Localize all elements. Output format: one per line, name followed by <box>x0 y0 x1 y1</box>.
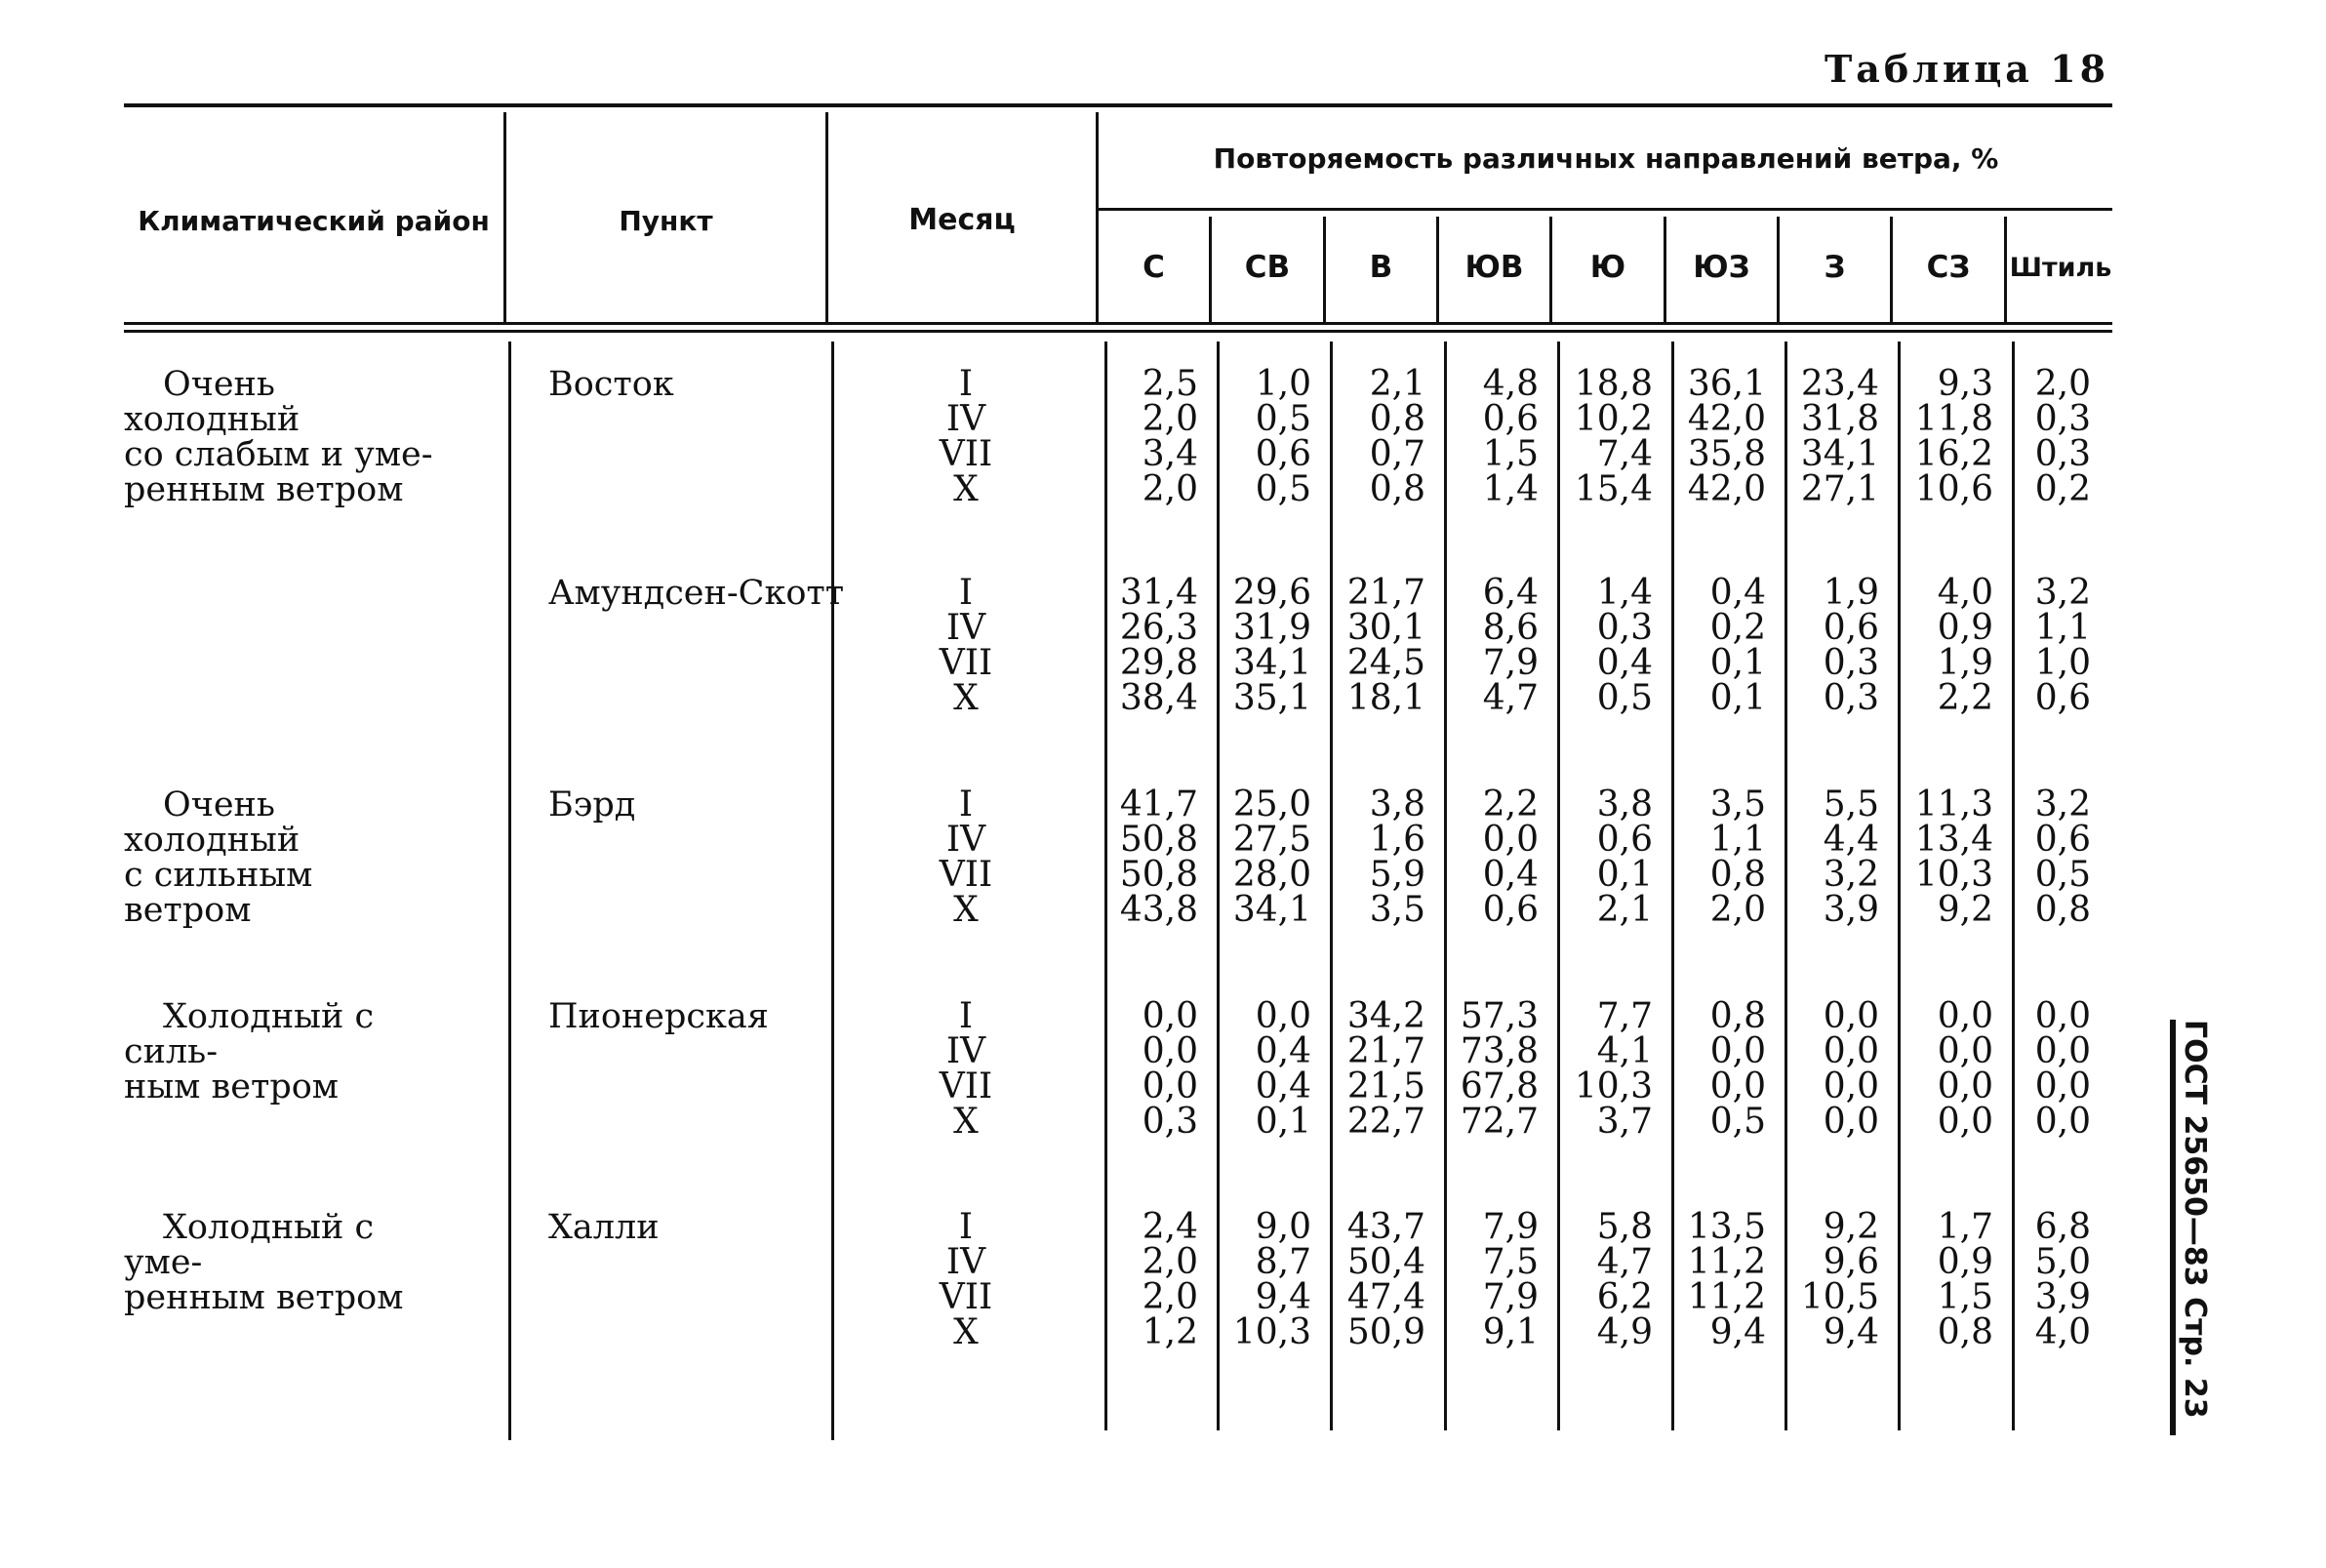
value: 0,0 <box>2034 1102 2091 1142</box>
value-cell-z <box>1791 364 1879 509</box>
value-cell-v <box>1338 573 1425 718</box>
month-label: I <box>958 364 974 404</box>
month-label: I <box>958 996 974 1036</box>
value: 41,7 <box>1119 784 1198 824</box>
value-cell-c <box>1110 573 1198 718</box>
value-cell-calm <box>2003 573 2091 718</box>
value-cell-c <box>1110 1207 1198 1352</box>
value: 0,8 <box>1937 1312 1993 1352</box>
region-cell <box>124 367 446 507</box>
value: 23,4 <box>1800 364 1879 404</box>
month-label: IV <box>945 1242 986 1282</box>
month-label: VII <box>939 1277 993 1317</box>
value-cell-yu <box>1565 784 1653 930</box>
value-cell-calm <box>2003 364 2091 509</box>
value: 0,3 <box>1596 608 1653 648</box>
value-cell-yuv <box>1451 784 1539 930</box>
value: 34,2 <box>1346 996 1425 1036</box>
value: 0,6 <box>1255 434 1311 474</box>
value: 29,8 <box>1119 643 1198 683</box>
value: 6,4 <box>1482 573 1539 613</box>
value: 16,2 <box>1914 434 1993 474</box>
value: 3,4 <box>1142 434 1198 474</box>
value: 3,9 <box>2034 1277 2091 1317</box>
value-cell-cv <box>1223 784 1311 930</box>
value: 1,2 <box>1142 1312 1198 1352</box>
table-caption: Таблица 18 <box>1825 47 2110 91</box>
value: 0,2 <box>1709 608 1766 648</box>
value: 5,0 <box>2034 1242 2091 1282</box>
vrule-body-yu <box>1671 342 1674 1430</box>
value: 2,2 <box>1482 784 1539 824</box>
value: 0,6 <box>2034 820 2091 860</box>
value: 10,6 <box>1914 469 1993 509</box>
month-label: VII <box>939 1066 993 1106</box>
region-line: Холодный с силь- <box>124 997 375 1071</box>
month-cell <box>868 996 1063 1142</box>
value: 0,5 <box>1709 1102 1766 1142</box>
col-header-yu: Ю <box>1589 250 1626 285</box>
value: 0,0 <box>1823 1031 1879 1071</box>
value: 0,1 <box>1709 643 1766 683</box>
value-cell-yuz <box>1678 573 1766 718</box>
value: 9,4 <box>1255 1277 1311 1317</box>
vrule-body-month <box>1104 342 1107 1430</box>
value: 7,4 <box>1596 434 1653 474</box>
value: 0,0 <box>1823 1066 1879 1106</box>
value-cell-v <box>1338 364 1425 509</box>
value: 0,5 <box>1255 399 1311 439</box>
point-cell: Бэрд <box>548 785 636 824</box>
value: 0,3 <box>1823 643 1879 683</box>
value: 50,8 <box>1119 855 1198 895</box>
value: 1,1 <box>1709 820 1766 860</box>
value: 9,4 <box>1823 1312 1879 1352</box>
region-cell <box>124 999 446 1105</box>
value: 25,0 <box>1232 784 1311 824</box>
value: 0,1 <box>1255 1102 1311 1142</box>
value: 43,8 <box>1119 890 1198 930</box>
value: 1,7 <box>1937 1207 1993 1247</box>
value: 9,2 <box>1937 890 1993 930</box>
value: 0,8 <box>1369 469 1425 509</box>
value: 2,0 <box>1142 1242 1198 1282</box>
top-rule <box>124 103 2112 107</box>
value: 35,1 <box>1232 678 1311 718</box>
value: 47,4 <box>1346 1277 1425 1317</box>
value: 4,1 <box>1596 1031 1653 1071</box>
value: 31,8 <box>1800 399 1879 439</box>
value: 0,0 <box>1142 996 1198 1036</box>
value: 0,0 <box>1255 996 1311 1036</box>
value: 0,0 <box>2034 1066 2091 1106</box>
value: 1,1 <box>2034 608 2091 648</box>
value: 0,6 <box>1482 399 1539 439</box>
value-cell-sz <box>1905 364 1993 509</box>
value: 1,5 <box>1482 434 1539 474</box>
value-cell-yu <box>1565 573 1653 718</box>
col-header-sz: СЗ <box>1926 250 1971 285</box>
region-line: Очень холодный <box>124 365 301 439</box>
value: 73,8 <box>1460 1031 1539 1071</box>
value: 4,0 <box>1937 573 1993 613</box>
value: 7,5 <box>1482 1242 1539 1282</box>
value: 2,4 <box>1142 1207 1198 1247</box>
region-line: со слабым и уме- <box>124 435 433 474</box>
value: 34,1 <box>1232 643 1311 683</box>
value: 1,6 <box>1369 820 1425 860</box>
value: 50,8 <box>1119 820 1198 860</box>
group-header-rule <box>1096 208 2112 211</box>
value: 3,8 <box>1369 784 1425 824</box>
value: 0,0 <box>1823 996 1879 1036</box>
value: 26,3 <box>1119 608 1198 648</box>
region-cell <box>124 787 446 928</box>
vrule-body-z <box>1898 342 1901 1430</box>
value: 10,3 <box>1574 1066 1653 1106</box>
value: 0,3 <box>1823 678 1879 718</box>
value: 4,9 <box>1596 1312 1653 1352</box>
value: 1,4 <box>1596 573 1653 613</box>
value-cell-z <box>1791 784 1879 930</box>
value: 24,5 <box>1346 643 1425 683</box>
month-label: IV <box>945 399 986 439</box>
value-cell-yu <box>1565 996 1653 1142</box>
value: 0,4 <box>1255 1066 1311 1106</box>
month-label: VII <box>939 434 993 474</box>
value: 9,1 <box>1482 1312 1539 1352</box>
value: 6,2 <box>1596 1277 1653 1317</box>
value: 0,1 <box>1709 678 1766 718</box>
header-month: Месяц <box>908 203 1016 237</box>
value-cell-yuz <box>1678 784 1766 930</box>
value: 72,7 <box>1460 1102 1539 1142</box>
value: 11,2 <box>1687 1242 1766 1282</box>
month-label: X <box>953 1312 979 1352</box>
point-cell: Пионерская <box>548 997 769 1036</box>
value: 11,2 <box>1687 1277 1766 1317</box>
value: 0,2 <box>2034 469 2091 509</box>
value: 1,9 <box>1937 643 1993 683</box>
value: 9,6 <box>1823 1242 1879 1282</box>
region-line: ренным ветром <box>124 1278 404 1317</box>
vrule-body-point <box>831 342 834 1440</box>
value: 0,9 <box>1937 608 1993 648</box>
value: 0,8 <box>1369 399 1425 439</box>
value: 5,9 <box>1369 855 1425 895</box>
value: 27,5 <box>1232 820 1311 860</box>
region-cell <box>124 1210 446 1315</box>
value: 0,1 <box>1596 855 1653 895</box>
side-label-bar <box>2170 1020 2176 1435</box>
value: 36,1 <box>1687 364 1766 404</box>
value: 3,7 <box>1596 1102 1653 1142</box>
value: 2,1 <box>1369 364 1425 404</box>
value: 0,5 <box>2034 855 2091 895</box>
value: 21,7 <box>1346 1031 1425 1071</box>
value: 34,1 <box>1232 890 1311 930</box>
value-cell-sz <box>1905 573 1993 718</box>
value: 43,7 <box>1346 1207 1425 1247</box>
value: 0,8 <box>1709 855 1766 895</box>
region-line: ренным ветром <box>124 470 404 509</box>
value: 1,0 <box>2034 643 2091 683</box>
month-label: X <box>953 678 979 718</box>
value: 28,0 <box>1232 855 1311 895</box>
value: 18,8 <box>1574 364 1653 404</box>
value-cell-yuz <box>1678 1207 1766 1352</box>
value: 3,8 <box>1596 784 1653 824</box>
value: 3,5 <box>1709 784 1766 824</box>
value-cell-calm <box>2003 996 2091 1142</box>
value-cell-calm <box>2003 1207 2091 1352</box>
value: 0,6 <box>1823 608 1879 648</box>
region-line: с сильным ветром <box>124 856 313 930</box>
value-cell-c <box>1110 996 1198 1142</box>
point-cell: Восток <box>548 365 674 404</box>
value-cell-cv <box>1223 364 1311 509</box>
vrule-body-c <box>1217 342 1220 1430</box>
value: 5,8 <box>1596 1207 1653 1247</box>
value: 0,0 <box>1142 1066 1198 1106</box>
value: 3,9 <box>1823 890 1879 930</box>
month-cell <box>868 1207 1063 1352</box>
header-wind-group: Повторяемость различных направлений ветра, % <box>1213 142 1999 175</box>
month-label: IV <box>945 608 986 648</box>
value: 0,8 <box>2034 890 2091 930</box>
month-cell <box>868 364 1063 509</box>
value: 2,0 <box>1142 399 1198 439</box>
value: 0,0 <box>1482 820 1539 860</box>
month-label: I <box>958 1207 974 1247</box>
value-cell-yu <box>1565 1207 1653 1352</box>
point-cell: Халли <box>548 1208 660 1247</box>
value: 11,8 <box>1914 399 1993 439</box>
value: 34,1 <box>1800 434 1879 474</box>
value: 18,1 <box>1346 678 1425 718</box>
month-label: I <box>958 573 974 613</box>
value: 7,9 <box>1482 643 1539 683</box>
col-header-yuv: ЮВ <box>1464 250 1524 285</box>
value-cell-sz <box>1905 996 1993 1142</box>
col-header-calm: Штиль <box>2009 253 2112 283</box>
value: 2,0 <box>1142 1277 1198 1317</box>
value: 9,4 <box>1709 1312 1766 1352</box>
value: 0,4 <box>1482 855 1539 895</box>
value: 0,0 <box>1709 1031 1766 1071</box>
value: 0,0 <box>1937 1031 1993 1071</box>
month-cell <box>868 784 1063 930</box>
value: 29,6 <box>1232 573 1311 613</box>
header-bottom-rule-2 <box>124 330 2112 333</box>
month-label: IV <box>945 820 986 860</box>
value: 4,4 <box>1823 820 1879 860</box>
value: 0,0 <box>1142 1031 1198 1071</box>
value-cell-z <box>1791 996 1879 1142</box>
month-label: X <box>953 1102 979 1142</box>
value: 10,3 <box>1232 1312 1311 1352</box>
value-cell-yuv <box>1451 1207 1539 1352</box>
side-page-label-wrap <box>2178 1020 2221 1488</box>
value: 27,1 <box>1800 469 1879 509</box>
value: 7,9 <box>1482 1207 1539 1247</box>
value: 2,0 <box>1709 890 1766 930</box>
value: 2,0 <box>2034 364 2091 404</box>
value: 35,8 <box>1687 434 1766 474</box>
value: 30,1 <box>1346 608 1425 648</box>
month-label: I <box>958 784 974 824</box>
value: 0,5 <box>1255 469 1311 509</box>
value: 0,6 <box>2034 678 2091 718</box>
value: 9,0 <box>1255 1207 1311 1247</box>
value: 10,2 <box>1574 399 1653 439</box>
value: 1,0 <box>1255 364 1311 404</box>
col-header-cv: СВ <box>1244 250 1291 285</box>
value: 3,5 <box>1369 890 1425 930</box>
value: 2,0 <box>1142 469 1198 509</box>
value: 0,4 <box>1596 643 1653 683</box>
value: 4,8 <box>1482 364 1539 404</box>
value: 8,6 <box>1482 608 1539 648</box>
value: 7,7 <box>1596 996 1653 1036</box>
value: 3,2 <box>1823 855 1879 895</box>
value: 0,8 <box>1709 996 1766 1036</box>
value: 3,2 <box>2034 784 2091 824</box>
value: 10,5 <box>1800 1277 1879 1317</box>
value-cell-z <box>1791 573 1879 718</box>
vrule-body-yuv <box>1557 342 1560 1430</box>
value: 0,4 <box>1709 573 1766 613</box>
value: 42,0 <box>1687 469 1766 509</box>
month-label: VII <box>939 643 993 683</box>
vrule-body-region <box>508 342 511 1440</box>
col-header-v: В <box>1369 250 1393 285</box>
value-cell-c <box>1110 364 1198 509</box>
value-cell-cv <box>1223 996 1311 1142</box>
value: 0,3 <box>1142 1102 1198 1142</box>
value: 0,9 <box>1937 1242 1993 1282</box>
value: 2,1 <box>1596 890 1653 930</box>
value-cell-yuv <box>1451 364 1539 509</box>
value: 0,3 <box>2034 434 2091 474</box>
value: 4,7 <box>1596 1242 1653 1282</box>
value: 6,8 <box>2034 1207 2091 1247</box>
value: 50,4 <box>1346 1242 1425 1282</box>
value: 50,9 <box>1346 1312 1425 1352</box>
month-label: X <box>953 469 979 509</box>
value: 10,3 <box>1914 855 1993 895</box>
side-page-label: ГОСТ 25650—83 Стр. 23 <box>2178 1020 2212 1419</box>
value: 3,2 <box>2034 573 2091 613</box>
value: 0,0 <box>2034 996 2091 1036</box>
value: 31,4 <box>1119 573 1198 613</box>
value: 0,0 <box>2034 1031 2091 1071</box>
value: 0,0 <box>1937 1102 1993 1142</box>
value-cell-yu <box>1565 364 1653 509</box>
value-cell-v <box>1338 996 1425 1142</box>
value-cell-yuv <box>1451 996 1539 1142</box>
value: 8,7 <box>1255 1242 1311 1282</box>
col-header-yuz: ЮЗ <box>1693 250 1750 285</box>
value-cell-yuz <box>1678 996 1766 1142</box>
value: 1,5 <box>1937 1277 1993 1317</box>
value: 38,4 <box>1119 678 1198 718</box>
value-cell-calm <box>2003 784 2091 930</box>
point-cell: Амундсен-Скотт <box>548 574 845 613</box>
value: 2,2 <box>1937 678 1993 718</box>
value: 0,6 <box>1482 890 1539 930</box>
value: 0,0 <box>1709 1066 1766 1106</box>
col-header-c: С <box>1143 250 1165 285</box>
value: 1,4 <box>1482 469 1539 509</box>
value-cell-c <box>1110 784 1198 930</box>
col-header-z: З <box>1824 250 1846 285</box>
value-cell-v <box>1338 784 1425 930</box>
header-region: Климатический район <box>138 205 490 237</box>
value-cell-sz <box>1905 784 1993 930</box>
value: 2,5 <box>1142 364 1198 404</box>
value: 67,8 <box>1460 1066 1539 1106</box>
value: 5,5 <box>1823 784 1879 824</box>
value: 13,5 <box>1687 1207 1766 1247</box>
value: 9,3 <box>1937 364 1993 404</box>
value: 0,0 <box>1823 1102 1879 1142</box>
value: 0,6 <box>1596 820 1653 860</box>
header-point: Пункт <box>619 205 713 237</box>
value: 21,7 <box>1346 573 1425 613</box>
value: 0,5 <box>1596 678 1653 718</box>
value-cell-cv <box>1223 1207 1311 1352</box>
value: 0,7 <box>1369 434 1425 474</box>
value: 21,5 <box>1346 1066 1425 1106</box>
value: 13,4 <box>1914 820 1993 860</box>
value: 31,9 <box>1232 608 1311 648</box>
value: 22,7 <box>1346 1102 1425 1142</box>
month-label: X <box>953 890 979 930</box>
value: 11,3 <box>1914 784 1993 824</box>
vrule-body-v <box>1444 342 1447 1430</box>
header-bottom-rule-1 <box>124 322 2112 325</box>
value-cell-cv <box>1223 573 1311 718</box>
month-label: VII <box>939 855 993 895</box>
value-cell-yuv <box>1451 573 1539 718</box>
value: 0,4 <box>1255 1031 1311 1071</box>
value: 42,0 <box>1687 399 1766 439</box>
value: 4,7 <box>1482 678 1539 718</box>
month-label: IV <box>945 1031 986 1071</box>
value-cell-sz <box>1905 1207 1993 1352</box>
region-line: ным ветром <box>124 1067 340 1106</box>
value-cell-z <box>1791 1207 1879 1352</box>
value: 15,4 <box>1574 469 1653 509</box>
value: 0,0 <box>1937 1066 1993 1106</box>
value: 0,3 <box>2034 399 2091 439</box>
vrule-body-yuz <box>1785 342 1787 1430</box>
vrule-body-cv <box>1330 342 1333 1430</box>
value: 1,9 <box>1823 573 1879 613</box>
value: 0,0 <box>1937 996 1993 1036</box>
value: 57,3 <box>1460 996 1539 1036</box>
month-cell <box>868 573 1063 718</box>
value: 4,0 <box>2034 1312 2091 1352</box>
value-cell-v <box>1338 1207 1425 1352</box>
value: 9,2 <box>1823 1207 1879 1247</box>
value-cell-yuz <box>1678 364 1766 509</box>
value: 7,9 <box>1482 1277 1539 1317</box>
region-line: Очень холодный <box>124 785 301 860</box>
region-line: Холодный с уме- <box>124 1208 375 1282</box>
